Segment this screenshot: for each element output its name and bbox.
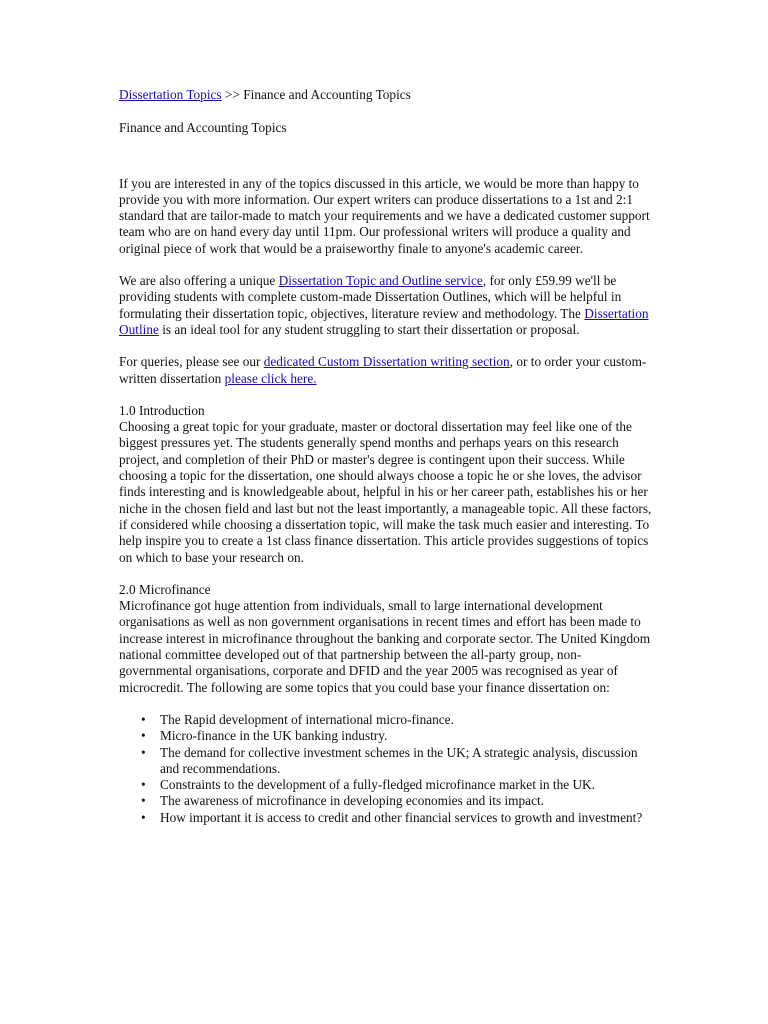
bullet-icon: •: [141, 793, 146, 809]
section-heading: 1.0 Introduction: [119, 402, 205, 418]
offer-paragraph: [119, 273, 654, 338]
offer-text-1: We are also offering a unique: [119, 273, 279, 289]
bullet-icon: •: [141, 809, 146, 825]
list-item-text: Constraints to the development of a fully-fledged microfinance market in the UK.: [160, 777, 595, 793]
topic-outline-service-link[interactable]: Dissertation Topic and Outline service: [278, 273, 483, 289]
offer-text-3: is an ideal tool for any student struggling to start their dissertation or proposal.: [158, 321, 580, 337]
section-heading: 2.0 Microfinance: [119, 581, 211, 597]
breadcrumb-separator: >>: [221, 87, 244, 102]
list-item: [119, 745, 654, 778]
list-item: [119, 712, 654, 728]
list-item: [119, 777, 654, 793]
list-item: [119, 793, 654, 809]
offer-text-2: , for only £59.99 we'll be providing students with complete custom-made Dissertation Outlines, which will be helpful in formulating their dissertation topic, objectives, literature review and methodology. The: [119, 273, 622, 321]
dissertation-outline-link[interactable]: Dissertation Outline: [119, 305, 649, 337]
breadcrumb-link-dissertation-topics[interactable]: Dissertation Topics: [119, 87, 222, 102]
bullet-icon: •: [141, 777, 146, 793]
queries-text-2: , or to order your custom-written dissertation: [119, 354, 647, 386]
order-click-here-link[interactable]: please click here.: [224, 370, 317, 386]
section-body: Choosing a great topic for your graduate, master or doctoral dissertation may feel like one of the biggest pressures yet. The students generally spend months and perhaps years on this research project, and completion of their PhD or master's degree is contingent upon their success. While choosing a topic for the dissertation, one should always choose a topic he or she loves, the advisor finds interesting and is knowledgeable about, helpful in his or her career path, establishes his or her niche in the chosen field and last but not the least importantly, a manageable topic. All these factors, if considered while choosing a dissertation topic, will make the task much easier and interesting. To help inspire you to create a 1st class finance dissertation. This article provides suggestions of topics on which to base your research on.: [119, 419, 652, 565]
topic-list: [119, 712, 654, 826]
bullet-icon: •: [141, 744, 146, 760]
list-item-text: How important it is access to credit and other financial services to growth and investment?: [160, 809, 643, 825]
bullet-icon: •: [141, 711, 146, 727]
page-title: Finance and Accounting Topics: [119, 120, 287, 136]
queries-paragraph: [119, 354, 654, 387]
list-item-text: The awareness of microfinance in developing economies and its impact.: [160, 793, 544, 809]
bullet-icon: •: [141, 728, 146, 744]
list-item-text: The demand for collective investment schemes in the UK; A strategic analysis, discussion and recommendations.: [160, 744, 638, 776]
section-body: Microfinance got huge attention from individuals, small to large international development organisations as well as non government organisations in recent times and effort has been made to increase interest in microfinance throughout the banking and corporate sector. The United Kingdom national committee developed out of that partnership between the all-party group, non-governmental organisations, corporate and DFID and the year 2005 was recognised as year of microcredit. The following are some topics that you could base your finance dissertation on:: [119, 598, 651, 695]
intro-paragraph: If you are interested in any of the topics discussed in this article, we would be more than happy to provide you with more information. Our expert writers can produce dissertations to a 1st and 2:1 standard that are tailor-made to match your requirements and we have a dedicated customer support team who are on hand every day until 11pm. Our professional writers will produce a quality and original piece of work that would be a praiseworthy finale to anyone's academic career.: [119, 175, 650, 256]
section-introduction: [119, 403, 654, 566]
queries-text-1: For queries, please see our: [119, 354, 264, 370]
list-item-text: Micro-finance in the UK banking industry.: [160, 728, 388, 744]
list-item: [119, 728, 654, 744]
section-microfinance: [119, 582, 654, 826]
document-page: [119, 87, 654, 826]
breadcrumb: [119, 87, 654, 103]
list-item: [119, 810, 654, 826]
custom-writing-section-link[interactable]: dedicated Custom Dissertation writing section: [263, 354, 510, 370]
list-item-text: The Rapid development of international micro-finance.: [160, 711, 454, 727]
breadcrumb-current: Finance and Accounting Topics: [243, 87, 411, 102]
